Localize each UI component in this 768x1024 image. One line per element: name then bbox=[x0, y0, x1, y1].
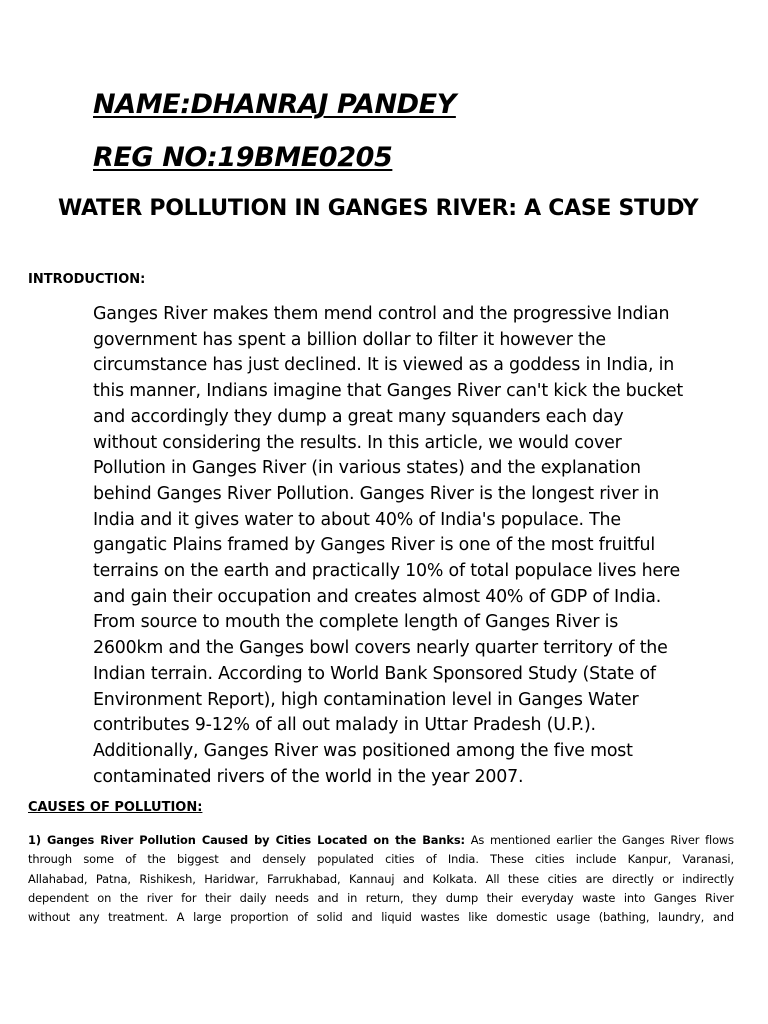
paragraph-line: Allahabad, Patna, Rishikesh, Haridwar, Farrukhabad, Kannauj and Kolkata. All these cities are directly or indirectly bbox=[28, 871, 734, 886]
paragraph-line: Environment Report), high contamination level in Ganges Water bbox=[93, 689, 639, 710]
introduction-heading: INTRODUCTION: bbox=[28, 272, 146, 287]
registration-number: REG NO:19BME0205 bbox=[93, 142, 393, 173]
paragraph-line: and accordingly they dump a great many squanders each day bbox=[93, 406, 624, 427]
paragraph-line: terrains on the earth and practically 10% of total populace lives here bbox=[93, 561, 680, 582]
paragraph-line: contaminated rivers of the world in the year 2007. bbox=[93, 766, 524, 787]
paragraph-line: dependent on the river for their daily needs and in return, they dump their everyday waste into Ganges River bbox=[28, 890, 734, 905]
paragraph-line: behind Ganges River Pollution. Ganges River is the longest river in bbox=[93, 483, 660, 504]
paragraph-line: Additionally, Ganges River was positioned among the five most bbox=[93, 740, 633, 761]
paragraph-line: India and it gives water to about 40% of India's populace. The bbox=[93, 509, 621, 530]
paragraph-line: Indian terrain. According to World Bank Sponsored Study (State of bbox=[93, 663, 656, 684]
paragraph-line: without any treatment. A large proportion of solid and liquid wastes like domestic usage (bathing, laundry, and bbox=[28, 910, 734, 925]
introduction-paragraph bbox=[93, 302, 683, 790]
paragraph-line: From source to mouth the complete length of Ganges River is bbox=[93, 612, 619, 633]
causes-point-1 bbox=[28, 831, 734, 927]
paragraph-line: without considering the results. In this article, we would cover bbox=[93, 432, 622, 453]
point-1-lead-rest: As mentioned earlier the Ganges River flows bbox=[465, 833, 734, 847]
document-title: WATER POLLUTION IN GANGES RIVER: A CASE STUDY bbox=[58, 196, 699, 221]
paragraph-line: circumstance has just declined. It is viewed as a goddess in India, in bbox=[93, 355, 675, 376]
student-name: NAME:DHANRAJ PANDEY bbox=[93, 89, 456, 120]
paragraph-line: gangatic Plains framed by Ganges River is one of the most fruitful bbox=[93, 535, 656, 556]
paragraph-line: Pollution in Ganges River (in various states) and the explanation bbox=[93, 458, 641, 479]
paragraph-line: this manner, Indians imagine that Ganges River can't kick the bucket bbox=[93, 381, 684, 402]
paragraph-line: through some of the biggest and densely populated cities of India. These cities include Kanpur, Varanasi, bbox=[28, 852, 734, 867]
paragraph-line bbox=[28, 831, 734, 850]
paragraph-line: Ganges River makes them mend control and the progressive Indian bbox=[93, 304, 670, 324]
point-1-lead: 1) Ganges River Pollution Caused by Cities Located on the Banks: bbox=[28, 833, 466, 847]
paragraph-line: contributes 9-12% of all out malady in Uttar Pradesh (U.P.). bbox=[93, 715, 596, 736]
causes-heading: CAUSES OF POLLUTION: bbox=[28, 800, 203, 815]
paragraph-line: government has spent a billion dollar to filter it however the bbox=[93, 329, 606, 350]
paragraph-line: 2600km and the Ganges bowl covers nearly quarter territory of the bbox=[93, 638, 668, 659]
paragraph-line: and gain their occupation and creates almost 40% of GDP of India. bbox=[93, 586, 662, 607]
